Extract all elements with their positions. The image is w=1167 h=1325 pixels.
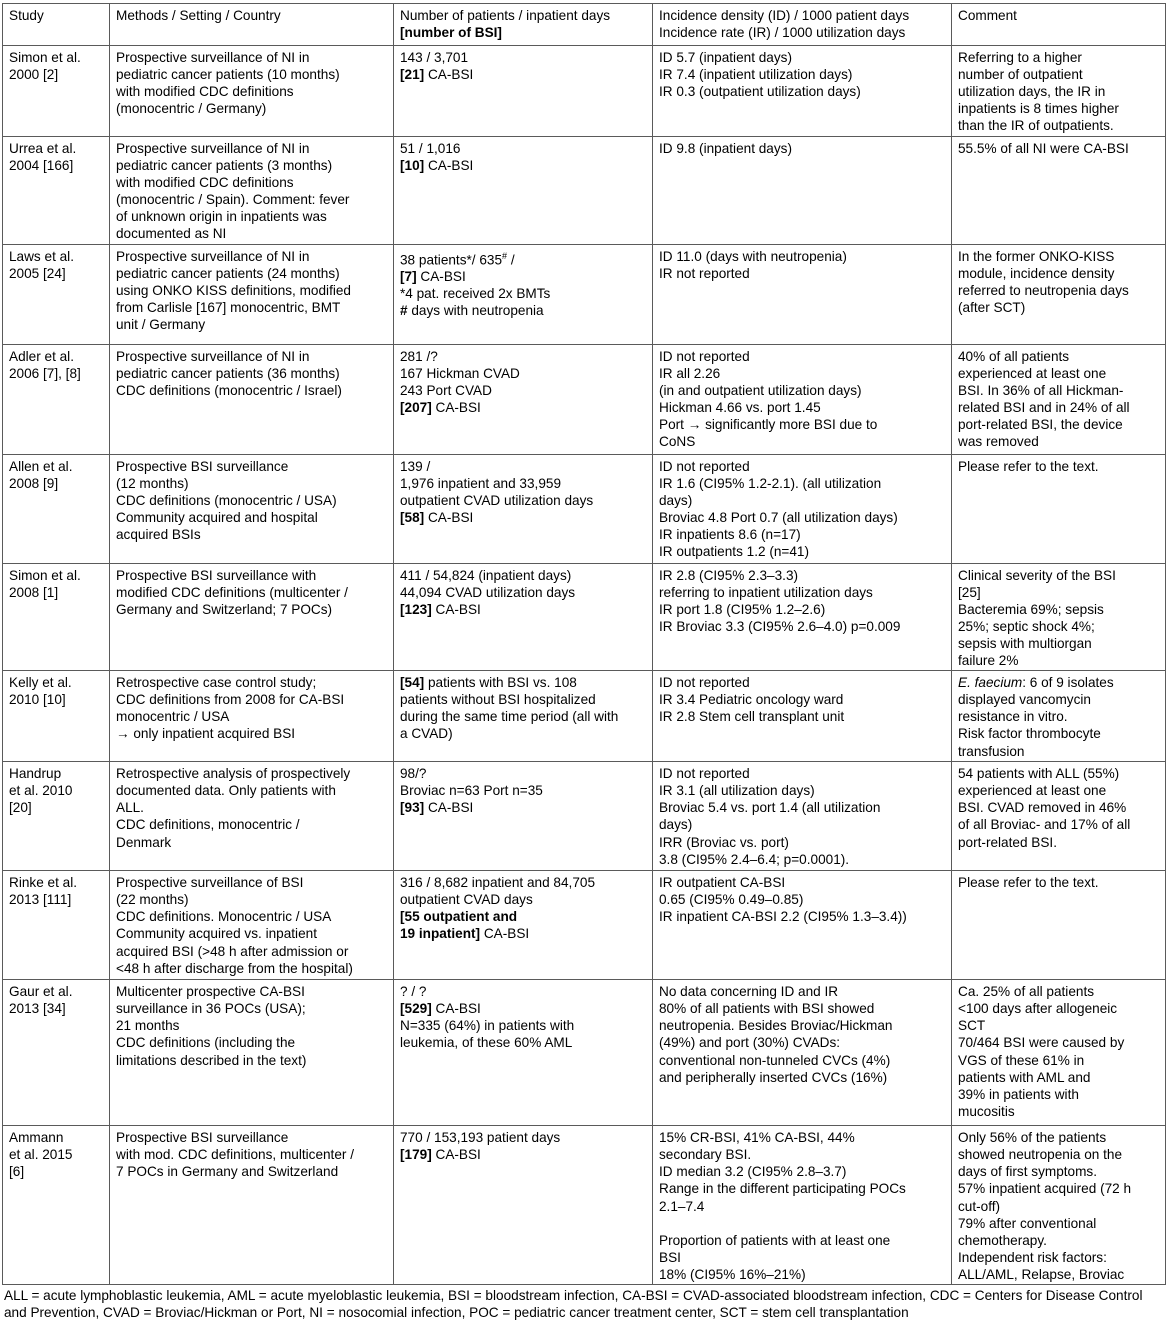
study-line: [20] bbox=[9, 800, 32, 816]
cell-patients bbox=[394, 454, 653, 563]
cell-patients bbox=[394, 1126, 653, 1285]
incidence-line: ID not reported bbox=[659, 766, 750, 782]
comment-line: failure 2% bbox=[958, 653, 1019, 669]
study-line: 2006 [7], [8] bbox=[9, 365, 81, 381]
incidence-line: Broviac 4.8 Port 0.7 (all utilization days) bbox=[659, 509, 898, 525]
table-row bbox=[3, 871, 1166, 980]
incidence-line: IR outpatient CA-BSI bbox=[659, 875, 786, 891]
methods-line: pediatric cancer patients (3 months) bbox=[116, 158, 333, 174]
study-line: et al. 2010 bbox=[9, 783, 73, 799]
incidence-line: IR inpatient CA-BSI 2.2 (CI95% 1.3–3.4)) bbox=[659, 909, 907, 925]
comment-line: showed neutropenia on the bbox=[958, 1147, 1123, 1163]
incidence-line: Hickman 4.66 vs. port 1.45 bbox=[659, 399, 821, 415]
cell-patients bbox=[394, 563, 653, 671]
cell-patients bbox=[394, 244, 653, 344]
patients-line: [179] CA-BSI bbox=[400, 1147, 481, 1163]
comment-line: BSI. In 36% of all Hickman- bbox=[958, 382, 1124, 398]
methods-line: → only inpatient acquired BSI bbox=[116, 726, 296, 742]
cell-comment bbox=[952, 671, 1166, 762]
comment-line: Please refer to the text. bbox=[958, 875, 1099, 891]
cell-study bbox=[3, 244, 110, 344]
cell-comment bbox=[952, 871, 1166, 980]
incidence-line: IR inpatients 8.6 (n=17) bbox=[659, 526, 801, 542]
methods-line: Prospective BSI surveillance with bbox=[116, 567, 317, 583]
study-line: Ammann bbox=[9, 1130, 64, 1146]
table-row bbox=[3, 563, 1166, 671]
incidence-line: 15% CR-BSI, 41% CA-BSI, 44% bbox=[659, 1130, 855, 1146]
cell-patients bbox=[394, 871, 653, 980]
methods-line: Retrospective analysis of prospectively bbox=[116, 766, 351, 782]
incidence-line: 80% of all patients with BSI showed bbox=[659, 1001, 875, 1017]
cell-incidence bbox=[653, 46, 952, 137]
patients-line: [7] CA-BSI bbox=[400, 269, 466, 285]
study-line: 2004 [166] bbox=[9, 158, 74, 174]
incidence-line: ID 11.0 (days with neutropenia) bbox=[659, 248, 847, 264]
patients-line: ? / ? bbox=[400, 984, 427, 1000]
cell-methods bbox=[110, 137, 394, 245]
table-body bbox=[3, 46, 1166, 1285]
comment-line: number of outpatient bbox=[958, 67, 1083, 83]
methods-line: 7 POCs in Germany and Switzerland bbox=[116, 1164, 339, 1180]
comment-line: BSI. CVAD removed in 46% bbox=[958, 800, 1127, 816]
patients-line: outpatient CVAD days bbox=[400, 892, 533, 908]
comment-line: Risk factor thrombocyte bbox=[958, 726, 1101, 742]
methods-line: (22 months) bbox=[116, 892, 189, 908]
comment-line: than the IR of outpatients. bbox=[958, 118, 1114, 134]
comment-line: Independent risk factors: bbox=[958, 1249, 1107, 1265]
studies-table bbox=[2, 3, 1166, 1285]
comment-line: 40% of all patients bbox=[958, 348, 1070, 364]
study-line: Laws et al. bbox=[9, 248, 74, 264]
incidence-line: Range in the different participating POCs bbox=[659, 1181, 906, 1197]
comment-line: experienced at least one bbox=[958, 365, 1107, 381]
comment-line: Please refer to the text. bbox=[958, 458, 1099, 474]
header-patients bbox=[394, 4, 653, 46]
comment-line: 70/464 BSI were caused by bbox=[958, 1035, 1125, 1051]
patients-line: 770 / 153,193 patient days bbox=[400, 1130, 561, 1146]
methods-line: CDC definitions. Monocentric / USA bbox=[116, 909, 332, 925]
patients-line: [54] patients with BSI vs. 108 bbox=[400, 675, 577, 691]
methods-line: from Carlisle [167] monocentric, BMT bbox=[116, 299, 341, 315]
patients-line: N=335 (64%) in patients with bbox=[400, 1018, 575, 1034]
incidence-line: IR 0.3 (outpatient utilization days) bbox=[659, 84, 861, 100]
incidence-line: ID 5.7 (inpatient days) bbox=[659, 50, 792, 65]
cell-study bbox=[3, 1126, 110, 1285]
study-line: 2013 [111] bbox=[9, 892, 72, 908]
patients-line: 281 /? bbox=[400, 348, 438, 364]
cell-comment bbox=[952, 563, 1166, 671]
incidence-line: 18% (CI95% 16%–21%) bbox=[659, 1266, 806, 1282]
comment-line: Referring to a higher bbox=[958, 50, 1082, 65]
patients-line: 243 Port CVAD bbox=[400, 382, 492, 398]
cell-comment bbox=[952, 137, 1166, 245]
study-line: 2010 [10] bbox=[9, 692, 66, 708]
comment-line: of all Broviac- and 17% of all bbox=[958, 817, 1131, 833]
patients-line: 167 Hickman CVAD bbox=[400, 365, 520, 381]
patients-line: [529] CA-BSI bbox=[400, 1001, 481, 1017]
incidence-line: Proportion of patients with at least one bbox=[659, 1232, 891, 1248]
incidence-line: IR 7.4 (inpatient utilization days) bbox=[659, 67, 853, 83]
patients-line: [207] CA-BSI bbox=[400, 399, 481, 415]
table-row bbox=[3, 244, 1166, 344]
cell-incidence bbox=[653, 244, 952, 344]
comment-line: 79% after conventional bbox=[958, 1215, 1097, 1231]
header-line: Number of patients / inpatient days bbox=[400, 8, 611, 23]
patients-line: *4 pat. received 2x BMTs bbox=[400, 286, 551, 302]
incidence-line: ID not reported bbox=[659, 348, 750, 364]
cell-incidence bbox=[653, 980, 952, 1126]
comment-line: experienced at least one bbox=[958, 783, 1107, 799]
incidence-line: Broviac 5.4 vs. port 1.4 (all utilization bbox=[659, 800, 881, 816]
study-line: 2000 [2] bbox=[9, 67, 59, 83]
patients-line: [123] CA-BSI bbox=[400, 601, 481, 617]
methods-line: Prospective surveillance of BSI bbox=[116, 875, 304, 891]
cell-methods bbox=[110, 244, 394, 344]
methods-line: CDC definitions from 2008 for CA-BSI bbox=[116, 692, 345, 708]
methods-line: unit / Germany bbox=[116, 316, 206, 332]
methods-line: <48 h after discharge from the hospital) bbox=[116, 960, 353, 976]
comment-line: module, incidence density bbox=[958, 265, 1115, 281]
methods-line: acquired BSIs bbox=[116, 526, 201, 542]
incidence-line: ID not reported bbox=[659, 458, 750, 474]
study-line: [6] bbox=[9, 1164, 25, 1180]
comment-line: patients with AML and bbox=[958, 1069, 1091, 1085]
study-line: Rinke et al. bbox=[9, 875, 78, 891]
cell-study bbox=[3, 137, 110, 245]
patients-line: 51 / 1,016 bbox=[400, 141, 461, 156]
comment-line: resistance in vitro. bbox=[958, 709, 1068, 725]
cell-patients bbox=[394, 344, 653, 454]
header-line: Incidence rate (IR) / 1000 utilization days bbox=[659, 25, 906, 41]
patients-line: Broviac n=63 Port n=35 bbox=[400, 783, 543, 799]
comment-line: (after SCT) bbox=[958, 299, 1026, 315]
comment-line: related BSI and in 24% of all bbox=[958, 399, 1130, 415]
patients-line: [10] CA-BSI bbox=[400, 158, 474, 174]
methods-line: Retrospective case control study; bbox=[116, 675, 317, 691]
methods-line: 21 months bbox=[116, 1018, 180, 1034]
comment-line: Ca. 25% of all patients bbox=[958, 984, 1095, 1000]
comment-line: SCT bbox=[958, 1018, 986, 1034]
incidence-line: referring to inpatient utilization days bbox=[659, 584, 873, 600]
study-line: Simon et al. bbox=[9, 50, 81, 65]
patients-line: 98/? bbox=[400, 766, 427, 782]
patients-line: [58] CA-BSI bbox=[400, 509, 474, 525]
methods-line: documented data. Only patients with bbox=[116, 783, 336, 799]
comment-line: 57% inpatient acquired (72 h bbox=[958, 1181, 1132, 1197]
patients-line: outpatient CVAD utilization days bbox=[400, 492, 594, 508]
comment-line: mucositis bbox=[958, 1103, 1015, 1119]
incidence-line: (49%) and port (30%) CVADs: bbox=[659, 1035, 841, 1051]
comment-line: [25] bbox=[958, 584, 981, 600]
patients-line: during the same time period (all with bbox=[400, 709, 619, 725]
patients-line: patients without BSI hospitalized bbox=[400, 692, 596, 708]
incidence-line: IR 2.8 Stem cell transplant unit bbox=[659, 709, 845, 725]
methods-line: modified CDC definitions (multicenter / bbox=[116, 584, 348, 600]
comment-line: <100 days after allogeneic bbox=[958, 1001, 1118, 1017]
cell-incidence bbox=[653, 1126, 952, 1285]
patients-line: # days with neutropenia bbox=[400, 303, 544, 319]
patients-line: [93] CA-BSI bbox=[400, 800, 474, 816]
header-incidence bbox=[653, 4, 952, 46]
incidence-line: IR port 1.8 (CI95% 1.2–2.6) bbox=[659, 601, 826, 617]
incidence-line: days) bbox=[659, 817, 693, 833]
comment-line: referred to neutropenia days bbox=[958, 282, 1129, 298]
incidence-line: IR not reported bbox=[659, 265, 750, 281]
study-line: Urrea et al. bbox=[9, 141, 77, 156]
patients-line: 19 inpatient] CA-BSI bbox=[400, 926, 530, 942]
methods-line: (12 months) bbox=[116, 475, 189, 491]
cell-study bbox=[3, 454, 110, 563]
incidence-line: IR 3.4 Pediatric oncology ward bbox=[659, 692, 844, 708]
cell-comment bbox=[952, 980, 1166, 1126]
incidence-line: days) bbox=[659, 492, 693, 508]
methods-line: CDC definitions (monocentric / USA) bbox=[116, 492, 337, 508]
methods-line: (monocentric / Spain). Comment: fever bbox=[116, 192, 350, 208]
header-line: Study bbox=[9, 8, 44, 23]
comment-line: chemotherapy. bbox=[958, 1232, 1047, 1248]
comment-line: ALL/AML, Relapse, Broviac bbox=[958, 1266, 1125, 1282]
cell-patients bbox=[394, 762, 653, 871]
methods-line: with modified CDC definitions bbox=[116, 84, 294, 100]
incidence-line: IR 2.8 (CI95% 2.3–3.3) bbox=[659, 567, 799, 583]
patients-line: 139 / bbox=[400, 458, 431, 474]
header-line: Comment bbox=[958, 8, 1017, 23]
cell-study bbox=[3, 762, 110, 871]
cell-patients bbox=[394, 137, 653, 245]
incidence-line: IRR (Broviac vs. port) bbox=[659, 834, 789, 850]
table-row bbox=[3, 1126, 1166, 1285]
methods-line: Prospective BSI surveillance bbox=[116, 1130, 289, 1146]
cell-methods bbox=[110, 454, 394, 563]
header-line: Incidence density (ID) / 1000 patient days bbox=[659, 8, 910, 23]
cell-incidence bbox=[653, 137, 952, 245]
incidence-line: 0.65 (CI95% 0.49–0.85) bbox=[659, 892, 804, 908]
patients-line: 38 patients*/ 635# / bbox=[400, 250, 515, 268]
incidence-line: secondary BSI. bbox=[659, 1147, 752, 1163]
patients-line: 44,094 CVAD utilization days bbox=[400, 584, 576, 600]
cell-study bbox=[3, 46, 110, 137]
incidence-line: neutropenia. Besides Broviac/Hickman bbox=[659, 1018, 893, 1034]
comment-line: port-related BSI, the device bbox=[958, 416, 1123, 432]
incidence-line: IR 3.1 (all utilization days) bbox=[659, 783, 815, 799]
incidence-line: ID median 3.2 (CI95% 2.8–3.7) bbox=[659, 1164, 847, 1180]
table-row bbox=[3, 46, 1166, 137]
incidence-line: IR 1.6 (CI95% 1.2-2.1). (all utilization bbox=[659, 475, 882, 491]
table-row bbox=[3, 762, 1166, 871]
table-row bbox=[3, 137, 1166, 245]
incidence-line: No data concerning ID and IR bbox=[659, 984, 839, 1000]
methods-line: of unknown origin in inpatients was bbox=[116, 209, 327, 225]
study-line: 2008 [1] bbox=[9, 584, 59, 600]
methods-line: Prospective surveillance of NI in bbox=[116, 248, 310, 264]
study-line: Adler et al. bbox=[9, 348, 74, 364]
cell-patients bbox=[394, 980, 653, 1126]
comment-line: 39% in patients with bbox=[958, 1086, 1079, 1102]
comment-line: port-related BSI. bbox=[958, 834, 1057, 850]
methods-line: Multicenter prospective CA-BSI bbox=[116, 984, 305, 1000]
cell-methods bbox=[110, 46, 394, 137]
methods-line: CDC definitions, monocentric / bbox=[116, 817, 300, 833]
cell-methods bbox=[110, 671, 394, 762]
study-line: Simon et al. bbox=[9, 567, 81, 583]
cell-study bbox=[3, 980, 110, 1126]
incidence-line: BSI bbox=[659, 1249, 681, 1265]
methods-line: Germany and Switzerland; 7 POCs) bbox=[116, 601, 333, 617]
cell-incidence bbox=[653, 762, 952, 871]
comment-line: was removed bbox=[958, 434, 1039, 450]
patients-line: [55 outpatient and bbox=[400, 909, 518, 925]
comment-line: VGS of these 61% in bbox=[958, 1052, 1085, 1068]
study-line: Handrup bbox=[9, 766, 62, 782]
incidence-line: (in and outpatient utilization days) bbox=[659, 382, 862, 398]
methods-line: Prospective surveillance of NI in bbox=[116, 348, 310, 364]
methods-line: pediatric cancer patients (36 months) bbox=[116, 365, 340, 381]
incidence-line: CoNS bbox=[659, 434, 696, 450]
cell-incidence bbox=[653, 344, 952, 454]
cell-patients bbox=[394, 671, 653, 762]
incidence-line: ID 9.8 (inpatient days) bbox=[659, 141, 792, 156]
incidence-line: Port → significantly more BSI due to bbox=[659, 416, 878, 432]
patients-line: [21] CA-BSI bbox=[400, 67, 474, 83]
patients-line: a CVAD) bbox=[400, 726, 453, 742]
methods-line: monocentric / USA bbox=[116, 709, 230, 725]
cell-methods bbox=[110, 871, 394, 980]
methods-line: Prospective BSI surveillance bbox=[116, 458, 289, 474]
cell-comment bbox=[952, 244, 1166, 344]
incidence-line: IR Broviac 3.3 (CI95% 2.6–4.0) p=0.009 bbox=[659, 618, 901, 634]
comment-line: days of first symptoms. bbox=[958, 1164, 1097, 1180]
table-row bbox=[3, 454, 1166, 563]
header-line: Methods / Setting / Country bbox=[116, 8, 281, 23]
cell-methods bbox=[110, 563, 394, 671]
incidence-line: conventional non-tunneled CVCs (4%) bbox=[659, 1052, 891, 1068]
incidence-line: 2.1–7.4 bbox=[659, 1198, 705, 1214]
comment-line: inpatients is 8 times higher bbox=[958, 101, 1119, 117]
comment-line: In the former ONKO-KISS bbox=[958, 248, 1115, 264]
study-line: 2013 [34] bbox=[9, 1001, 66, 1017]
incidence-line: IR all 2.26 bbox=[659, 365, 721, 381]
comment-line: Only 56% of the patients bbox=[958, 1130, 1107, 1146]
comment-line: utilization days, the IR in bbox=[958, 84, 1106, 100]
patients-line: 1,976 inpatient and 33,959 bbox=[400, 475, 562, 491]
study-line: Allen et al. bbox=[9, 458, 73, 474]
incidence-line: 3.8 (CI95% 2.4–6.4; p=0.0001). bbox=[659, 851, 850, 867]
cell-incidence bbox=[653, 454, 952, 563]
methods-line: CDC definitions (monocentric / Israel) bbox=[116, 382, 342, 398]
cell-incidence bbox=[653, 671, 952, 762]
methods-line: Denmark bbox=[116, 834, 172, 850]
study-line: Kelly et al. bbox=[9, 675, 72, 691]
header-row bbox=[3, 4, 1166, 46]
patients-line: leukemia, of these 60% AML bbox=[400, 1035, 573, 1051]
cell-study bbox=[3, 563, 110, 671]
patients-line: 143 / 3,701 bbox=[400, 50, 469, 65]
incidence-line: ID not reported bbox=[659, 675, 750, 691]
methods-line: surveillance in 36 POCs (USA); bbox=[116, 1001, 306, 1017]
methods-line: with mod. CDC definitions, multicenter / bbox=[116, 1147, 354, 1163]
methods-line: pediatric cancer patients (10 months) bbox=[116, 67, 340, 83]
cell-incidence bbox=[653, 871, 952, 980]
cell-methods bbox=[110, 344, 394, 454]
table-row bbox=[3, 671, 1166, 762]
cell-patients bbox=[394, 46, 653, 137]
cell-comment bbox=[952, 762, 1166, 871]
cell-study bbox=[3, 871, 110, 980]
patients-line: 411 / 54,824 (inpatient days) bbox=[400, 567, 572, 583]
cell-methods bbox=[110, 1126, 394, 1285]
header-methods bbox=[110, 4, 394, 46]
header-line: [number of BSI] bbox=[400, 25, 502, 41]
footnote: ALL = acute lymphoblastic leukemia, AML = acute myeloblastic leukemia, BSI = bloodstream infection, CA-BSI = CVAD-associated bloodstream infection, CDC = Centers for Disease Control and Prevention, CVAD = Broviac/Hickman or Port, NI = nosocomial infection, POC = pediatric cancer treatment center, SCT = stem cell transplantation bbox=[4, 1288, 1143, 1321]
methods-line: acquired BSI (>48 h after admission or bbox=[116, 943, 349, 959]
methods-line: Community acquired and hospital bbox=[116, 509, 318, 525]
methods-line: limitations described in the text) bbox=[116, 1052, 307, 1068]
comment-line: sepsis with multiorgan bbox=[958, 635, 1092, 651]
methods-line: ALL. bbox=[116, 800, 144, 816]
header-study bbox=[3, 4, 110, 46]
comment-line: 55.5% of all NI were CA-BSI bbox=[958, 141, 1129, 156]
incidence-line: IR outpatients 1.2 (n=41) bbox=[659, 544, 810, 560]
methods-line: (monocentric / Germany) bbox=[116, 101, 267, 117]
comment-line: cut-off) bbox=[958, 1198, 1001, 1214]
methods-line: Community acquired vs. inpatient bbox=[116, 926, 317, 942]
table-row bbox=[3, 344, 1166, 454]
cell-comment bbox=[952, 344, 1166, 454]
study-line: et al. 2015 bbox=[9, 1147, 73, 1163]
methods-line: using ONKO KISS definitions, modified bbox=[116, 282, 351, 298]
study-line: Gaur et al. bbox=[9, 984, 73, 1000]
cell-comment bbox=[952, 46, 1166, 137]
comment-line: 54 patients with ALL (55%) bbox=[958, 766, 1120, 782]
comment-line: Clinical severity of the BSI bbox=[958, 567, 1116, 583]
table-row bbox=[3, 980, 1166, 1126]
cell-comment bbox=[952, 454, 1166, 563]
cell-study bbox=[3, 344, 110, 454]
comment-line: 25%; septic shock 4%; bbox=[958, 618, 1095, 634]
comment-line: E. faecium: 6 of 9 isolates bbox=[958, 675, 1114, 691]
incidence-line: and peripherally inserted CVCs (16%) bbox=[659, 1069, 888, 1085]
study-line: 2008 [9] bbox=[9, 475, 59, 491]
methods-line: Prospective surveillance of NI in bbox=[116, 50, 310, 65]
header-comment bbox=[952, 4, 1166, 46]
methods-line: CDC definitions (including the bbox=[116, 1035, 296, 1051]
study-line: 2005 [24] bbox=[9, 265, 66, 281]
cell-methods bbox=[110, 762, 394, 871]
cell-incidence bbox=[653, 563, 952, 671]
cell-study bbox=[3, 671, 110, 762]
comment-line: transfusion bbox=[958, 743, 1025, 759]
patients-line: 316 / 8,682 inpatient and 84,705 bbox=[400, 875, 596, 891]
methods-line: pediatric cancer patients (24 months) bbox=[116, 265, 340, 281]
incidence-line bbox=[659, 1215, 945, 1232]
methods-line: Prospective surveillance of NI in bbox=[116, 141, 310, 156]
cell-comment bbox=[952, 1126, 1166, 1285]
methods-line: with modified CDC definitions bbox=[116, 175, 294, 191]
cell-methods bbox=[110, 980, 394, 1126]
methods-line: documented as NI bbox=[116, 226, 227, 242]
comment-line: Bacteremia 69%; sepsis bbox=[958, 601, 1104, 617]
comment-line: displayed vancomycin bbox=[958, 692, 1091, 708]
